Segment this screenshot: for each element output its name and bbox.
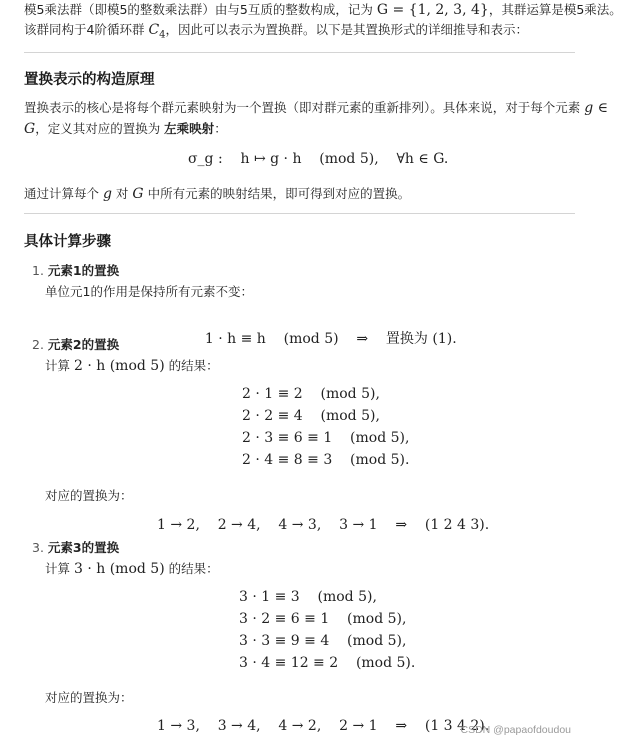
element-2-calc-line: 2 · 3 ≡ 6 ≡ 1 (mod 5), xyxy=(242,430,410,446)
element-2-calc-label: 计算 2 · h (mod 5) 的结果： xyxy=(45,358,219,374)
section1-paragraph-line-2: G，定义其对应的置换为 左乘映射： xyxy=(24,121,227,137)
element-3-calc-line: 3 · 3 ≡ 9 ≡ 4 (mod 5), xyxy=(239,633,407,649)
intro-line-2: 该群同构于4阶循环群 $C_4$，因此可以表示为置换群。以下是其置换形式的详细推导和表示： xyxy=(24,22,529,41)
element-1-formula: 1 · h ≡ h (mod 5) ⇒ 置换为 (1). xyxy=(204,331,457,347)
left-multiplication-term: 左乘映射 xyxy=(164,121,215,136)
element-2-calc-line: 2 · 1 ≡ 2 (mod 5), xyxy=(242,386,380,402)
element-1-description: 单位元1的作用是保持所有元素不变： xyxy=(45,284,253,299)
section1-paragraph-line-1: 置换表示的核心是将每个群元素映射为一个置换（即对群元素的重新排列）。具体来说，对于每个元素 g ∈ xyxy=(24,100,609,116)
section1-paragraph-2: 通过计算每个 g 对 G 中所有元素的映射结果，即可得到对应的置换。 xyxy=(24,186,411,202)
section-heading-steps: 具体计算步骤 xyxy=(24,234,111,250)
list-item-element-1: 1. 元素1的置换 xyxy=(32,263,120,278)
element-2-permutation: 1 → 2, 2 → 4, 4 → 3, 3 → 1 ⇒ (1 2 4 3). xyxy=(157,517,490,533)
divider-2 xyxy=(24,213,575,214)
intro-line-1: 模5乘法群（即模5的整数乘法群）由与5互质的整数构成，记为 G = {1, 2, 3, 4}，其群运算是模5乘法。 xyxy=(24,2,622,18)
element-3-calc-label: 计算 3 · h (mod 5) 的结果： xyxy=(45,561,219,577)
divider-1 xyxy=(24,52,575,53)
csdn-watermark: CSDN @papaofdoudou xyxy=(460,724,571,736)
element-2-result-label: 对应的置换为： xyxy=(45,488,133,503)
element-2-calc-line: 2 · 2 ≡ 4 (mod 5), xyxy=(242,408,380,424)
element-3-calc-line: 3 · 4 ≡ 12 ≡ 2 (mod 5). xyxy=(239,655,416,671)
element-3-permutation: 1 → 3, 3 → 4, 4 → 2, 2 → 1 ⇒ (1 3 4 2). xyxy=(157,718,490,734)
list-item-element-2: 2. 元素2的置换 xyxy=(32,337,120,352)
list-item-element-3: 3. 元素3的置换 xyxy=(32,540,120,555)
left-multiplication-formula: σ_g : h ↦ g · h (mod 5), ∀h ∈ G. xyxy=(188,151,449,167)
element-3-calc-line: 3 · 2 ≡ 6 ≡ 1 (mod 5), xyxy=(239,611,407,627)
element-2-calc-line: 2 · 4 ≡ 8 ≡ 3 (mod 5). xyxy=(242,452,410,468)
section-heading-construction: 置换表示的构造原理 xyxy=(24,72,155,88)
element-3-result-label: 对应的置换为： xyxy=(45,690,133,705)
element-3-calc-line: 3 · 1 ≡ 3 (mod 5), xyxy=(239,589,377,605)
